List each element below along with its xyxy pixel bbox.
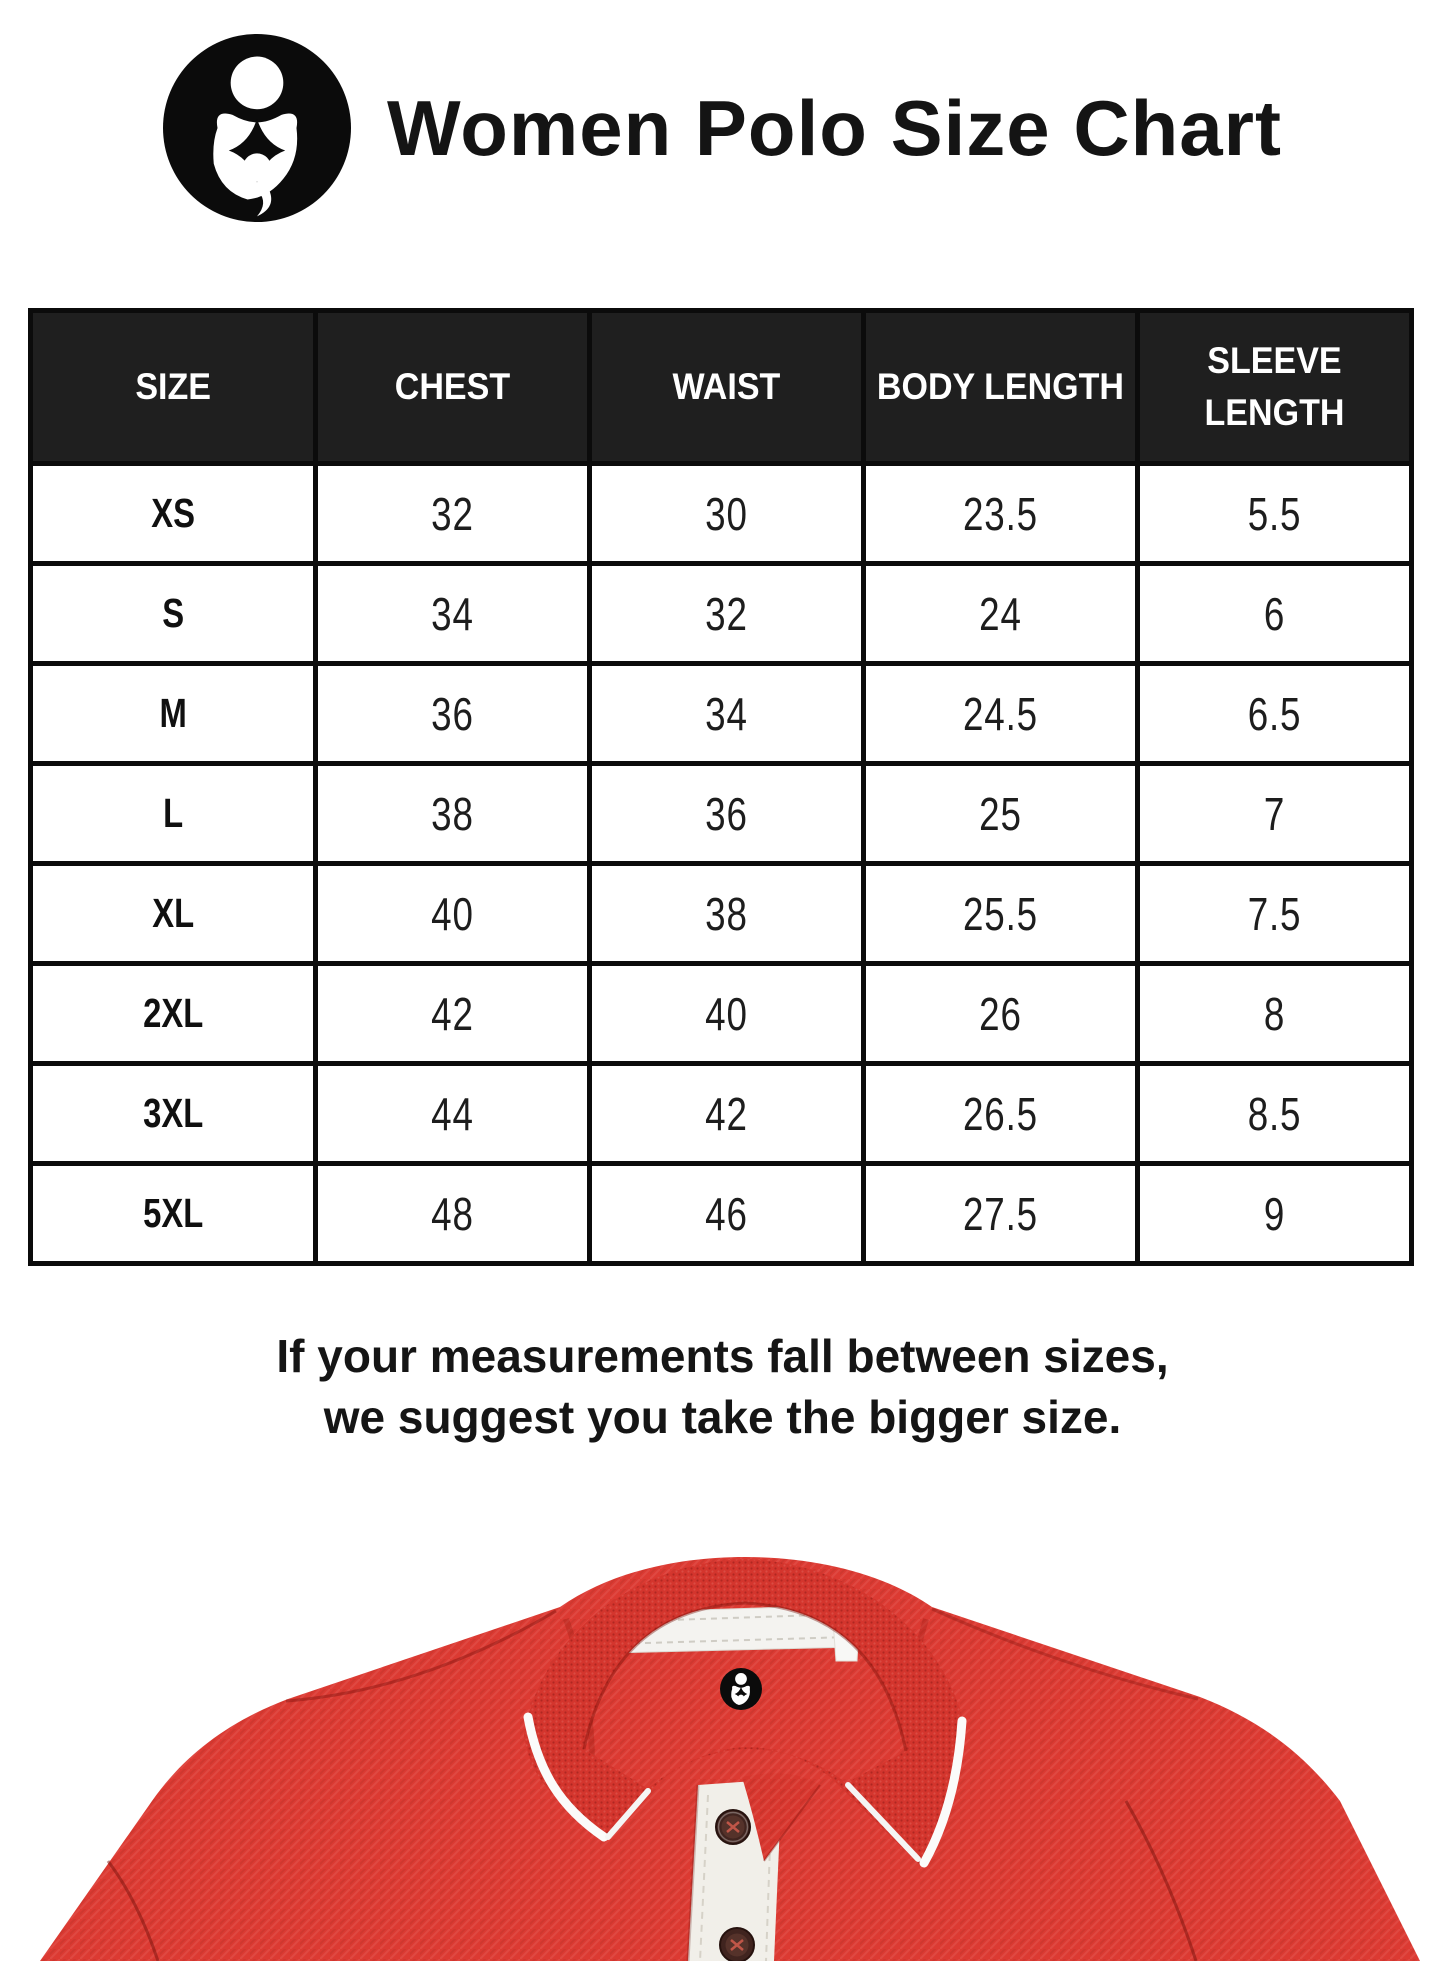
- body-length-value: 26: [864, 964, 1138, 1064]
- waist-value: 40: [590, 964, 864, 1064]
- size-label: XL: [31, 864, 316, 964]
- chest-value: 42: [316, 964, 590, 1064]
- size-label: XS: [31, 464, 316, 564]
- button-top: [716, 1810, 750, 1844]
- size-label: S: [31, 564, 316, 664]
- table-row: [31, 1164, 1412, 1264]
- chest-value: 38: [316, 764, 590, 864]
- sleeve-length-value: 6: [1138, 564, 1412, 664]
- sleeve-length-value: 7.5: [1138, 864, 1412, 964]
- size-label: 3XL: [31, 1064, 316, 1164]
- page-title: Women Polo Size Chart: [387, 83, 1282, 172]
- button-bottom: [720, 1928, 754, 1961]
- body-length-value: 23.5: [864, 464, 1138, 564]
- polo-shirt-illustration: [0, 1549, 1445, 1961]
- chest-value: 48: [316, 1164, 590, 1264]
- table-row: [31, 864, 1412, 964]
- waist-value: 30: [590, 464, 864, 564]
- column-header-body-length: BODY LENGTH: [864, 311, 1138, 464]
- body-length-value: 25.5: [864, 864, 1138, 964]
- chest-value: 40: [316, 864, 590, 964]
- size-label: 2XL: [31, 964, 316, 1064]
- waist-value: 32: [590, 564, 864, 664]
- sleeve-length-value: 6.5: [1138, 664, 1412, 764]
- column-header-sleeve-length: SLEEVE LENGTH: [1138, 311, 1412, 464]
- table-row: [31, 464, 1412, 564]
- size-label: L: [31, 764, 316, 864]
- neck-brand-tag: [720, 1668, 762, 1710]
- waist-value: 36: [590, 764, 864, 864]
- table-row: [31, 764, 1412, 864]
- sizing-note: [0, 1326, 1445, 1448]
- column-header-waist: WAIST: [590, 311, 864, 464]
- chest-value: 34: [316, 564, 590, 664]
- sleeve-length-value: 8: [1138, 964, 1412, 1064]
- sizing-note-line2: we suggest you take the bigger size.: [323, 1391, 1122, 1443]
- column-header-chest: CHEST: [316, 311, 590, 464]
- body-length-value: 26.5: [864, 1064, 1138, 1164]
- body-length-value: 27.5: [864, 1164, 1138, 1264]
- column-header-size: SIZE: [31, 311, 316, 464]
- sleeve-length-value: 5.5: [1138, 464, 1412, 564]
- chest-value: 36: [316, 664, 590, 764]
- size-label: 5XL: [31, 1164, 316, 1264]
- table-row: [31, 564, 1412, 664]
- body-length-value: 24: [864, 564, 1138, 664]
- sleeve-length-value: 7: [1138, 764, 1412, 864]
- body-length-value: 24.5: [864, 664, 1138, 764]
- polo-shirt-image: [0, 1549, 1445, 1961]
- size-label: M: [31, 664, 316, 764]
- header: [0, 34, 1445, 222]
- size-table: [28, 308, 1414, 1266]
- waist-value: 46: [590, 1164, 864, 1264]
- sleeve-length-value: 8.5: [1138, 1064, 1412, 1164]
- table-row: [31, 964, 1412, 1064]
- chest-value: 32: [316, 464, 590, 564]
- waist-value: 42: [590, 1064, 864, 1164]
- sizing-note-line1: If your measurements fall between sizes,: [276, 1330, 1169, 1382]
- table-row: [31, 664, 1412, 764]
- sleeve-length-value: 9: [1138, 1164, 1412, 1264]
- waist-value: 38: [590, 864, 864, 964]
- brand-logo-icon: [163, 34, 351, 222]
- table-row: [31, 1064, 1412, 1164]
- chest-value: 44: [316, 1064, 590, 1164]
- body-length-value: 25: [864, 764, 1138, 864]
- table-header-row: [31, 311, 1412, 464]
- waist-value: 34: [590, 664, 864, 764]
